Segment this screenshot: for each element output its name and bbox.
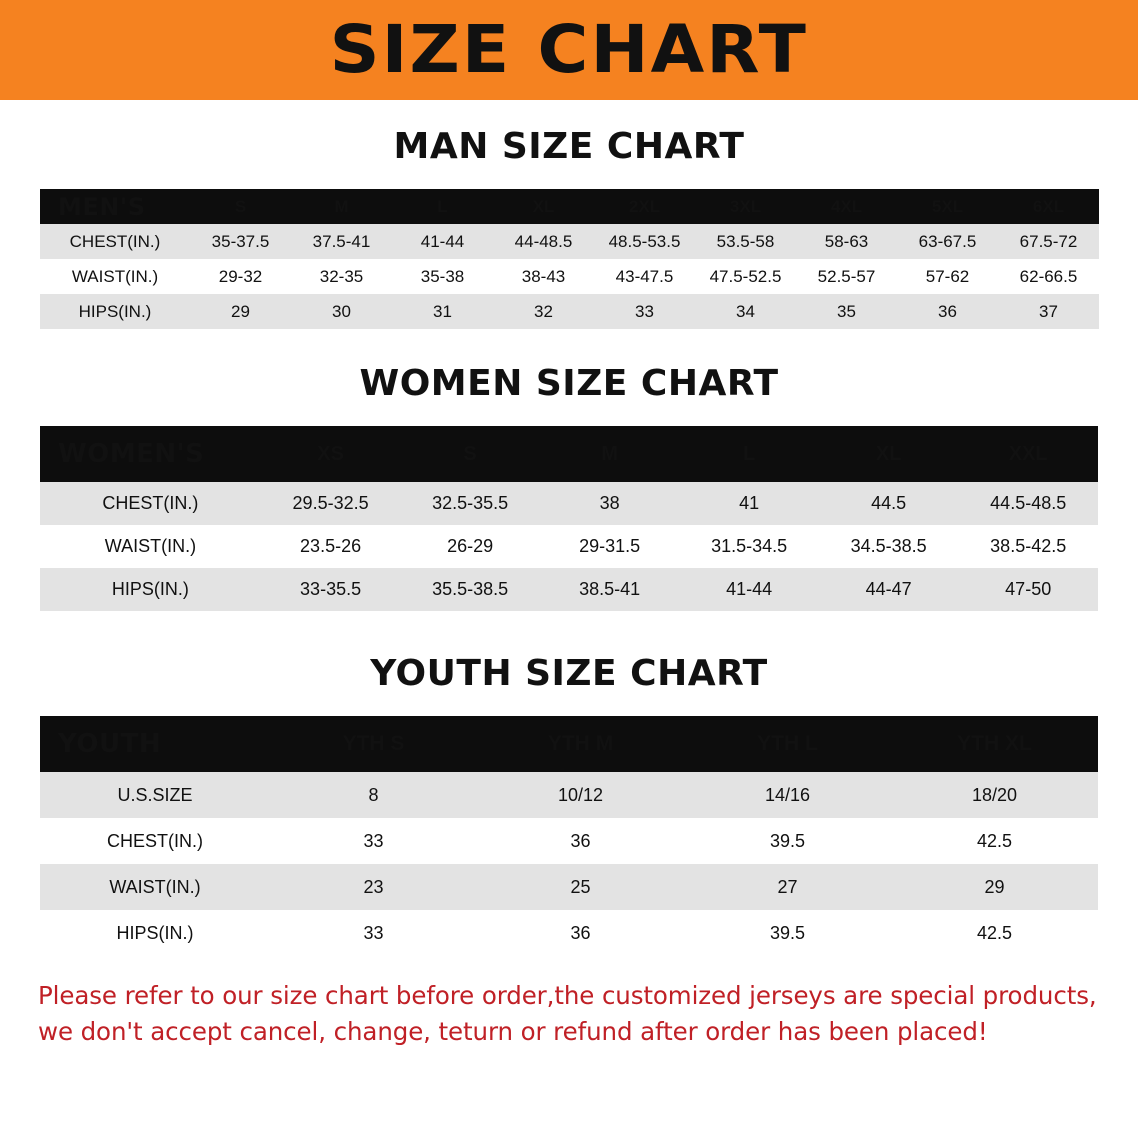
youth-table-body	[40, 772, 1098, 956]
disclaimer-note	[38, 978, 1100, 1049]
women-cell: 41	[739, 493, 760, 513]
man-cell: 53.5-58	[716, 231, 775, 251]
table-row	[40, 525, 1098, 568]
disclaimer-line-1: Please refer to our size chart before order,the customized jerseys are special products,	[38, 981, 1097, 1010]
man-cell: 29-32	[218, 266, 263, 286]
man-section-heading: MAN SIZE CHART	[393, 126, 745, 167]
youth-cell: 25	[570, 876, 591, 897]
women-cell: 29.5-32.5	[292, 493, 369, 513]
man-col-header: M	[334, 196, 349, 216]
man-cell: 34	[736, 301, 755, 321]
youth-table-head	[40, 716, 1098, 772]
man-table-wrap	[40, 189, 1098, 329]
youth-cell: 36	[570, 922, 591, 943]
women-cell: 41-44	[726, 579, 773, 599]
table-row	[40, 482, 1098, 525]
man-col-header: 3XL	[729, 196, 762, 216]
women-cell: 38	[599, 493, 620, 513]
youth-col-header: YTH M	[547, 732, 614, 755]
youth-section-heading: YOUTH SIZE CHART	[370, 653, 768, 694]
man-col-header: 2XL	[628, 196, 661, 216]
table-header-row	[40, 716, 1098, 772]
man-cell: 52.5-57	[817, 266, 876, 286]
youth-col-header: YTH XL	[957, 732, 1032, 755]
youth-row-label: WAIST(IN.)	[109, 876, 201, 897]
man-cell: 29	[231, 301, 250, 321]
table-row	[40, 864, 1098, 910]
man-row-label: CHEST(IN.)	[69, 231, 161, 251]
banner	[0, 0, 1138, 100]
youth-row-label: U.S.SIZE	[117, 784, 193, 805]
man-cell: 35	[837, 301, 856, 321]
women-row-label: WAIST(IN.)	[104, 536, 197, 556]
page-title: SIZE CHART	[329, 11, 809, 88]
man-cell: 62-66.5	[1019, 266, 1078, 286]
man-size-table	[40, 189, 1099, 329]
women-table-head	[40, 426, 1098, 482]
youth-cell: 23	[363, 876, 384, 897]
youth-cell: 42.5	[976, 922, 1013, 943]
youth-cell: 33	[363, 830, 384, 851]
man-cell: 41-44	[420, 231, 465, 251]
man-row-label: HIPS(IN.)	[78, 301, 152, 321]
women-col-header: XXL	[1008, 442, 1048, 465]
man-cell: 58-63	[824, 231, 869, 251]
table-row	[40, 910, 1098, 956]
women-table-body	[40, 482, 1098, 611]
man-cell: 57-62	[925, 266, 970, 286]
man-col-header: XL	[532, 196, 555, 216]
youth-cell: 33	[363, 922, 384, 943]
man-cell: 32	[534, 301, 553, 321]
man-cell: 48.5-53.5	[608, 231, 681, 251]
youth-cell: 36	[570, 830, 591, 851]
man-cell: 44-48.5	[514, 231, 573, 251]
women-col-header: XS	[317, 442, 344, 465]
women-row-label: HIPS(IN.)	[111, 579, 189, 599]
women-size-table	[40, 426, 1098, 611]
man-cell: 36	[938, 301, 957, 321]
women-cell: 35.5-38.5	[432, 579, 509, 599]
man-cell: 63-67.5	[918, 231, 977, 251]
man-cell: 31	[433, 301, 452, 321]
disclaimer-line-2: we don't accept cancel, change, teturn or refund after order has been placed!	[38, 1016, 988, 1046]
women-table-wrap	[40, 426, 1098, 611]
youth-cell: 39.5	[769, 830, 806, 851]
women-corner-label: WOMEN'S	[58, 439, 205, 469]
table-row	[40, 568, 1098, 611]
man-cell: 38-43	[521, 266, 566, 286]
women-cell: 32.5-35.5	[432, 493, 509, 513]
women-cell: 31.5-34.5	[711, 536, 788, 556]
table-row	[40, 818, 1098, 864]
table-header-row	[40, 426, 1098, 482]
youth-cell: 29	[984, 876, 1005, 897]
youth-cell: 8	[368, 784, 379, 805]
women-col-header: L	[743, 442, 756, 465]
youth-cell: 18/20	[971, 784, 1018, 805]
youth-cell: 27	[777, 876, 798, 897]
women-cell: 47-50	[1005, 579, 1052, 599]
man-col-header: 4XL	[830, 196, 863, 216]
man-col-header: 6XL	[1032, 196, 1065, 216]
man-cell: 35-38	[420, 266, 465, 286]
youth-cell: 42.5	[976, 830, 1013, 851]
man-cell: 47.5-52.5	[709, 266, 782, 286]
youth-col-header: YTH L	[757, 732, 818, 755]
women-cell: 33-35.5	[300, 579, 362, 599]
man-table-body	[40, 224, 1099, 329]
man-cell: 37	[1039, 301, 1058, 321]
man-col-header: L	[437, 196, 448, 216]
women-col-header: M	[601, 442, 618, 465]
table-row	[40, 259, 1099, 294]
women-cell: 44-47	[865, 579, 912, 599]
man-cell: 33	[635, 301, 654, 321]
women-cell: 26-29	[447, 536, 494, 556]
table-row	[40, 294, 1099, 329]
youth-row-label: CHEST(IN.)	[107, 830, 203, 851]
women-section-heading: WOMEN SIZE CHART	[359, 363, 779, 404]
man-cell: 37.5-41	[312, 231, 371, 251]
man-cell: 67.5-72	[1019, 231, 1078, 251]
man-col-header: 5XL	[931, 196, 964, 216]
women-cell: 29-31.5	[579, 536, 641, 556]
youth-cell: 10/12	[557, 784, 604, 805]
man-cell: 43-47.5	[615, 266, 674, 286]
women-cell: 38.5-41	[579, 579, 641, 599]
youth-col-header: YTH S	[342, 732, 405, 755]
table-row	[40, 224, 1099, 259]
women-cell: 34.5-38.5	[850, 536, 927, 556]
women-cell: 23.5-26	[300, 536, 362, 556]
women-col-header: S	[463, 442, 477, 465]
youth-corner-label: YOUTH	[58, 729, 162, 759]
youth-row-label: HIPS(IN.)	[116, 922, 194, 943]
women-cell: 38.5-42.5	[990, 536, 1067, 556]
women-row-label: CHEST(IN.)	[102, 493, 199, 513]
man-cell: 30	[332, 301, 351, 321]
man-cell: 35-37.5	[211, 231, 270, 251]
man-table-head	[40, 189, 1099, 224]
man-cell: 32-35	[319, 266, 364, 286]
youth-cell: 39.5	[769, 922, 806, 943]
man-row-label: WAIST(IN.)	[71, 266, 159, 286]
youth-table-wrap	[40, 716, 1098, 956]
youth-cell: 14/16	[764, 784, 811, 805]
man-col-header: S	[234, 196, 247, 216]
man-corner-label: MEN'S	[58, 192, 146, 221]
youth-size-table	[40, 716, 1098, 956]
women-cell: 44.5	[871, 493, 907, 513]
table-header-row	[40, 189, 1099, 224]
women-col-header: XL	[875, 442, 902, 465]
women-cell: 44.5-48.5	[990, 493, 1067, 513]
table-row	[40, 772, 1098, 818]
